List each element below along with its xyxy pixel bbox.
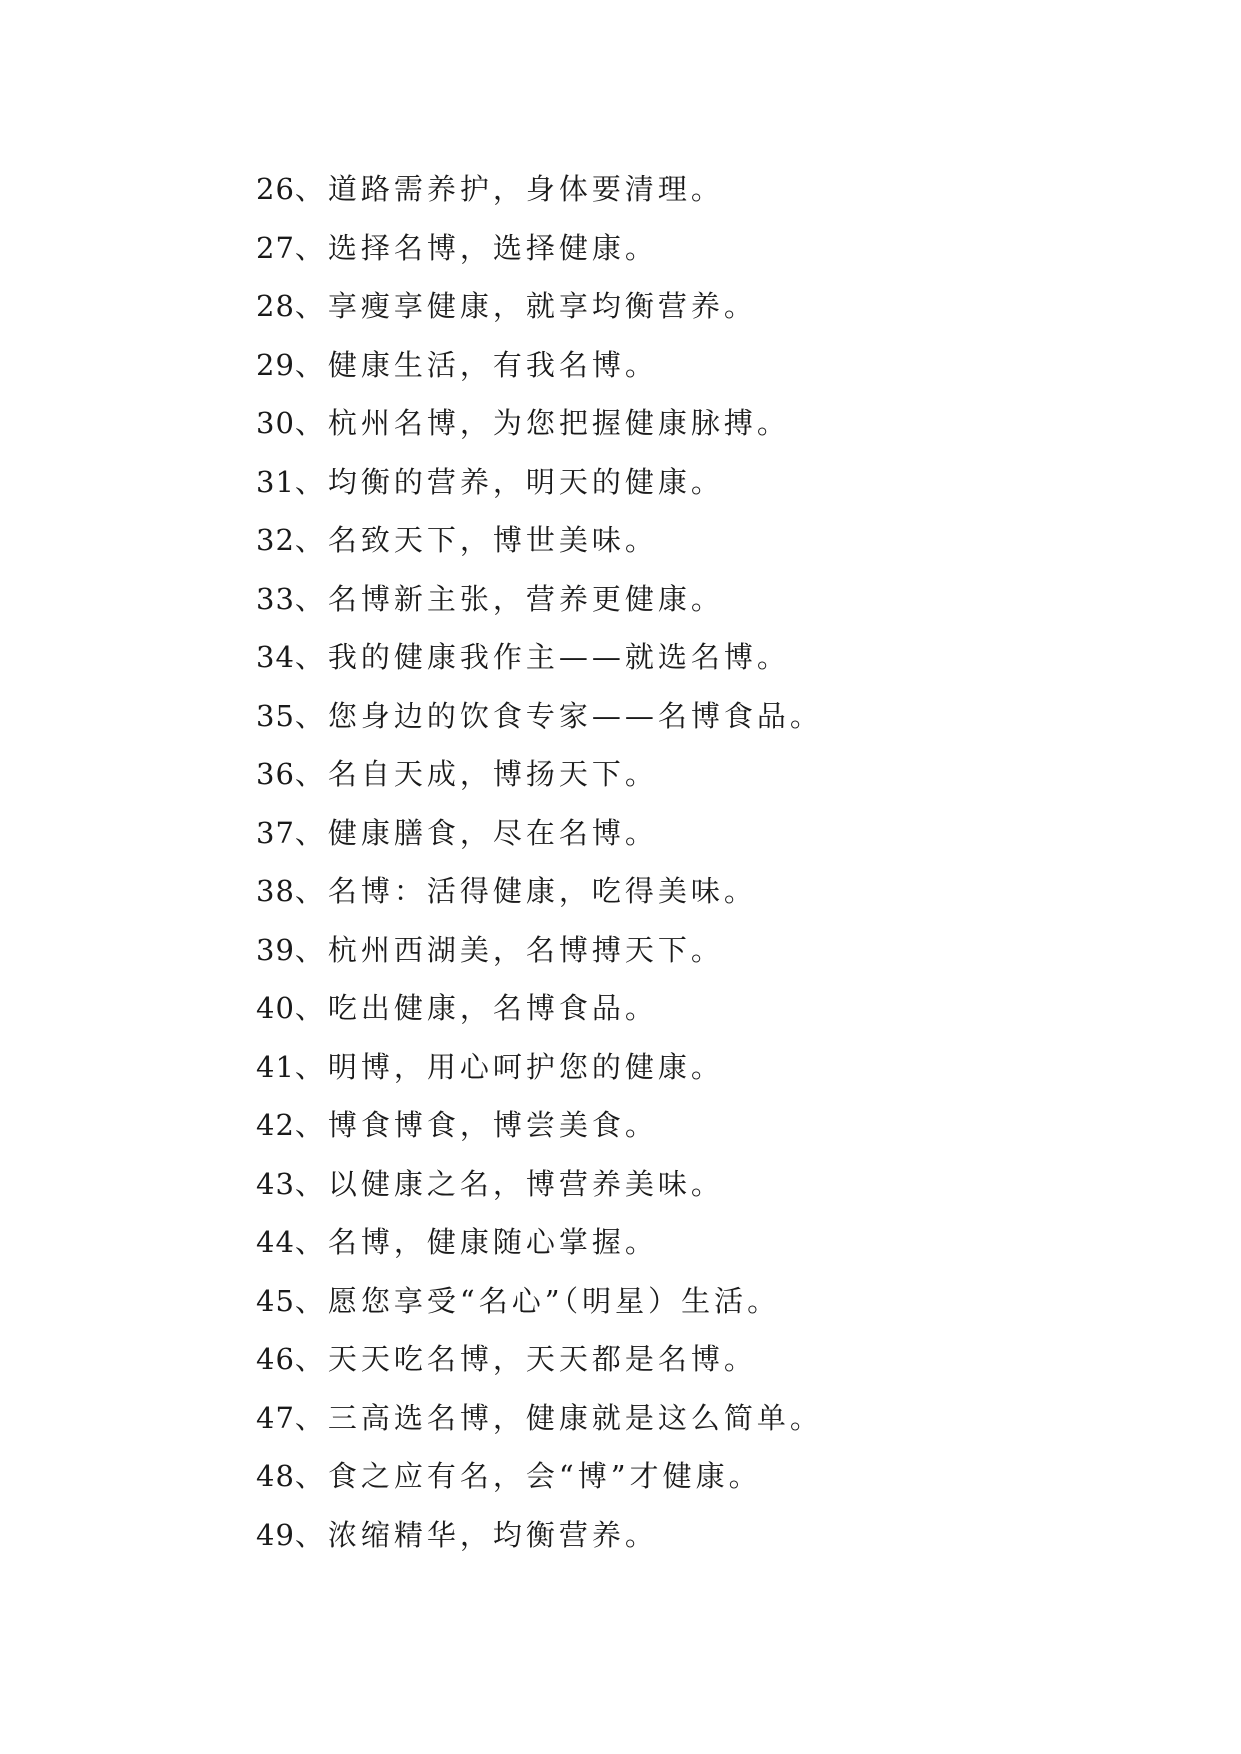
item-text: 浓缩精华，均衡营养。 <box>327 1517 658 1552</box>
item-text: 杭州名博，为您把握健康脉搏。 <box>327 406 790 440</box>
item-number: 36 <box>256 757 295 791</box>
item-number: 37 <box>256 815 295 850</box>
item-text: 名自天成，博扬天下。 <box>327 757 658 791</box>
item-separator: 、 <box>294 1400 328 1435</box>
item-separator: 、 <box>294 523 328 557</box>
item-number: 41 <box>256 1049 295 1084</box>
item-separator: 、 <box>294 757 328 791</box>
list-item <box>256 336 823 395</box>
item-text: 愿您享受“名心”（明星）生活。 <box>327 1283 781 1318</box>
item-number: 27 <box>256 230 295 265</box>
list-item <box>256 219 823 278</box>
list-item <box>256 1038 823 1097</box>
item-text: 您身边的饮食专家——名博食品。 <box>327 698 823 733</box>
list-item <box>256 921 823 980</box>
item-text: 名博，健康随心掌握。 <box>327 1225 658 1259</box>
list-item <box>256 1447 823 1506</box>
list-item <box>256 1330 823 1389</box>
item-number: 34 <box>256 640 295 674</box>
item-separator: 、 <box>294 581 328 616</box>
list-item <box>256 511 823 570</box>
item-separator: 、 <box>294 1283 328 1318</box>
list-item <box>256 1506 823 1565</box>
item-text: 我的健康我作主——就选名博。 <box>327 640 790 674</box>
list-item <box>256 687 823 746</box>
item-text: 道路需养护，身体要清理。 <box>327 172 724 206</box>
list-item <box>256 745 823 804</box>
item-number: 35 <box>256 698 295 733</box>
item-separator: 、 <box>294 464 328 499</box>
list-item <box>256 1272 823 1331</box>
item-number: 40 <box>256 991 295 1025</box>
item-separator: 、 <box>294 1049 328 1084</box>
item-text: 明博，用心呵护您的健康。 <box>327 1049 724 1084</box>
item-number: 33 <box>256 581 295 616</box>
item-separator: 、 <box>294 991 328 1025</box>
list-item <box>256 1389 823 1448</box>
item-text: 天天吃名博，天天都是名博。 <box>327 1342 757 1376</box>
item-number: 48 <box>256 1459 295 1493</box>
item-text: 健康生活，有我名博。 <box>327 347 658 382</box>
list-item <box>256 1213 823 1272</box>
item-number: 32 <box>256 523 295 557</box>
item-number: 45 <box>256 1283 295 1318</box>
item-text: 均衡的营养，明天的健康。 <box>327 464 724 499</box>
slogan-list <box>256 160 823 1564</box>
item-number: 26 <box>256 172 295 206</box>
list-item <box>256 862 823 921</box>
item-text: 选择名博，选择健康。 <box>327 230 658 265</box>
item-text: 健康膳食，尽在名博。 <box>327 815 658 850</box>
item-separator: 、 <box>294 1459 328 1493</box>
item-text: 享瘦享健康，就享均衡营养。 <box>327 289 757 323</box>
item-number: 30 <box>256 406 295 440</box>
item-text: 吃出健康，名博食品。 <box>327 991 658 1025</box>
list-item <box>256 1096 823 1155</box>
item-separator: 、 <box>294 172 328 206</box>
item-number: 38 <box>256 874 295 908</box>
list-item <box>256 394 823 453</box>
item-text: 食之应有名，会“博”才健康。 <box>327 1459 762 1493</box>
item-separator: 、 <box>294 815 328 850</box>
item-separator: 、 <box>294 289 328 323</box>
list-item <box>256 628 823 687</box>
list-item <box>256 979 823 1038</box>
item-number: 49 <box>256 1517 295 1552</box>
list-item <box>256 804 823 863</box>
item-separator: 、 <box>294 1166 328 1201</box>
list-item <box>256 570 823 629</box>
item-number: 44 <box>256 1225 295 1259</box>
item-text: 三高选名博，健康就是这么简单。 <box>327 1400 823 1435</box>
list-item <box>256 1155 823 1214</box>
item-text: 名博：活得健康，吃得美味。 <box>327 874 757 908</box>
item-separator: 、 <box>294 1342 328 1376</box>
item-separator: 、 <box>294 1517 328 1552</box>
item-separator: 、 <box>294 932 328 967</box>
item-number: 47 <box>256 1400 295 1435</box>
item-text: 名致天下，博世美味。 <box>327 523 658 557</box>
item-text: 博食博食，博尝美食。 <box>327 1108 658 1142</box>
item-separator: 、 <box>294 1108 328 1142</box>
item-separator: 、 <box>294 347 328 382</box>
list-item <box>256 453 823 512</box>
item-separator: 、 <box>294 698 328 733</box>
item-separator: 、 <box>294 406 328 440</box>
list-item <box>256 277 823 336</box>
item-text: 杭州西湖美，名博搏天下。 <box>327 932 724 967</box>
item-number: 42 <box>256 1108 295 1142</box>
item-separator: 、 <box>294 640 328 674</box>
list-item <box>256 160 823 219</box>
item-number: 43 <box>256 1166 295 1201</box>
item-separator: 、 <box>294 230 328 265</box>
item-separator: 、 <box>294 1225 328 1259</box>
item-number: 29 <box>256 347 295 382</box>
item-text: 名博新主张，营养更健康。 <box>327 581 724 616</box>
item-number: 31 <box>256 464 295 499</box>
item-number: 28 <box>256 289 295 323</box>
item-number: 46 <box>256 1342 295 1376</box>
item-text: 以健康之名，博营养美味。 <box>327 1166 724 1201</box>
item-separator: 、 <box>294 874 328 908</box>
item-number: 39 <box>256 932 295 967</box>
